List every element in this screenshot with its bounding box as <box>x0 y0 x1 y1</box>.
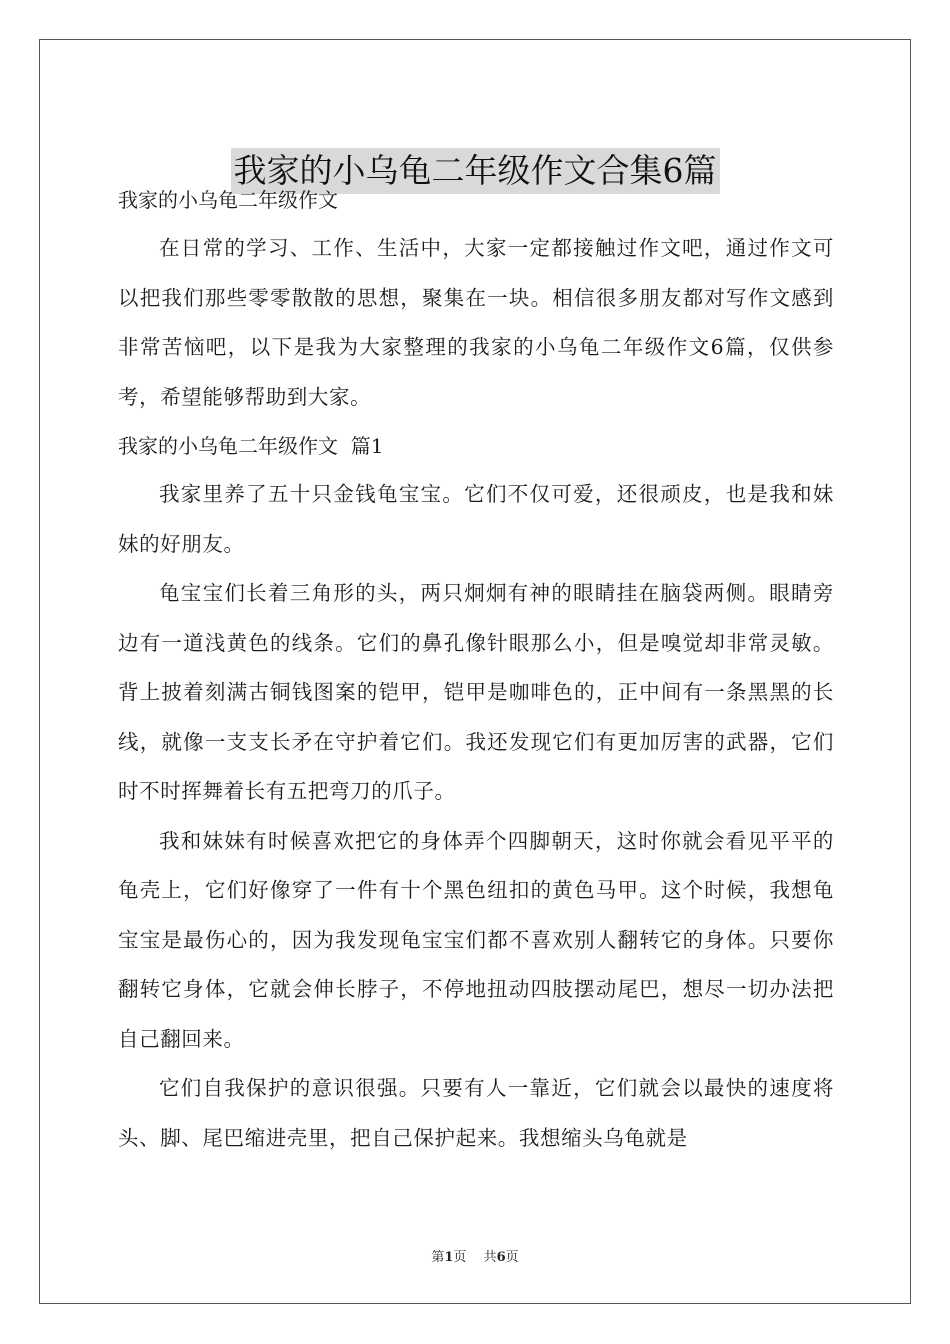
footer-page-mid: 页 共 <box>453 1250 497 1265</box>
footer-page-prefix: 第 <box>431 1250 445 1265</box>
section-heading: 我家的小乌龟二年级作文 篇1 <box>118 434 384 458</box>
footer-page-current: 1 <box>444 1250 454 1265</box>
footer-page-suffix: 页 <box>505 1250 519 1265</box>
page-footer <box>0 1246 950 1265</box>
body-paragraph: 我家里养了五十只金钱龟宝宝。它们不仅可爱，还很顽皮，也是我和妹妹的好朋友。 <box>118 482 834 556</box>
body-paragraph: 龟宝宝们长着三角形的头，两只炯炯有神的眼睛挂在脑袋两侧。眼睛旁边有一道浅黄色的线条。它们的鼻孔像针眼那么小，但是嗅觉却非常灵敏。背上披着刻满古铜钱图案的铠甲，铠甲是咖啡色的，正中间有一条黑黑的长线，就像一支支长矛在守护着它们。我还发现它们有更加厉害的武器，它们时不时挥舞着长有五把弯刀的爪子。 <box>118 581 834 803</box>
document-body <box>118 176 834 1163</box>
body-paragraph: 它们自我保护的意识很强。只要有人一靠近，它们就会以最快的速度将头、脚、尾巴缩进壳里，把自己保护起来。我想缩头乌龟就是 <box>118 1076 834 1150</box>
body-paragraph: 我和妹妹有时候喜欢把它的身体弄个四脚朝天，这时你就会看见平平的龟壳上，它们好像穿了一件有十个黑色纽扣的黄色马甲。这个时候，我想龟宝宝是最伤心的，因为我发现龟宝宝们都不喜欢别人翻转它的身体。只要你翻转它身体，它就会伸长脖子，不停地扭动四肢摆动尾巴，想尽一切办法把自己翻回来。 <box>118 828 834 1051</box>
footer-page-total: 6 <box>496 1250 506 1265</box>
document-subtitle: 我家的小乌龟二年级作文 <box>118 188 338 212</box>
document-title: 我家的小乌龟二年级作文合集6篇 <box>231 148 720 194</box>
intro-paragraph: 在日常的学习、工作、生活中，大家一定都接触过作文吧，通过作文可以把我们那些零零散散的思想，聚集在一块。相信很多朋友都对写作文感到非常苦恼吧，以下是我为大家整理的我家的小乌龟二年级作文6篇，仅供参考，希望能够帮助到大家。 <box>118 236 834 409</box>
